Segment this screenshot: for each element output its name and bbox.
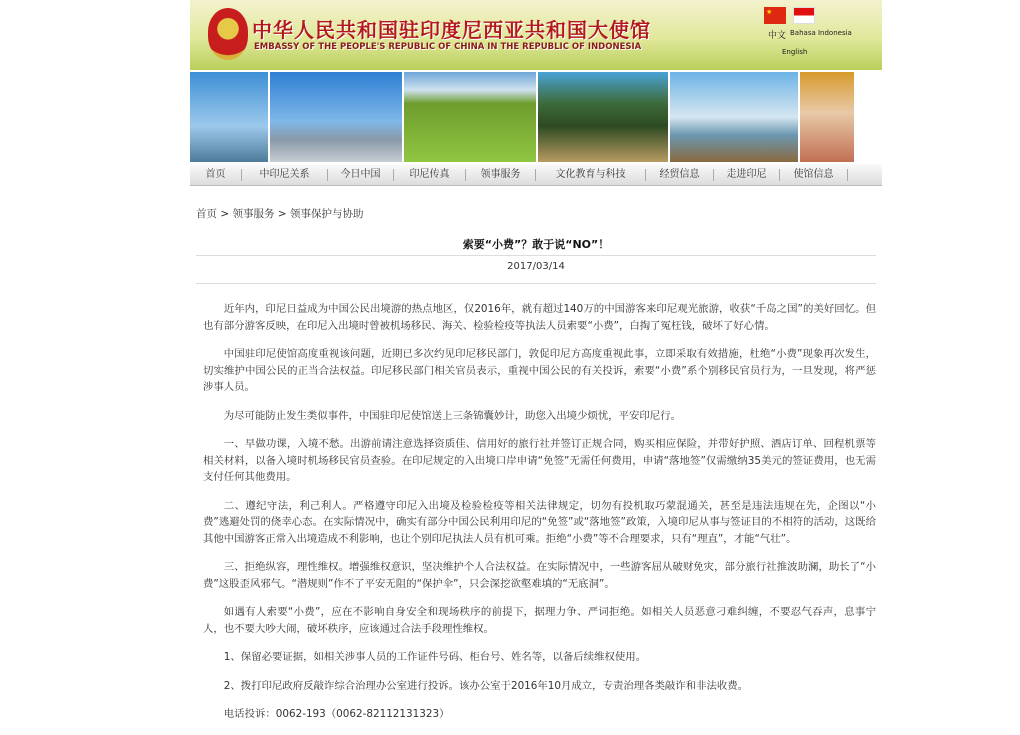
paragraph: 近年内，印尼日益成为中国公民出境游的热点地区，仅2016年，就有超过140万的中国游客来印尼观光旅游，收获“千岛之国”的美好回忆。但也有部分游客反映，在印尼入出境时曾被机场移民、海关、检验检疫等执法人员索要“小费”，白掏了冤枉钱，破坏了好心情。 xyxy=(203,303,876,332)
paragraph: 中国驻印尼使馆高度重视该问题，近期已多次约见印尼移民部门，敦促印尼方高度重视此事，立即采取有效措施，杜绝“小费”现象再次发生，切实维护中国公民的正当合法权益。印尼移民部门相关官员表示，重视中国公民的有关投诉，索要“小费”系个别移民官员行为，一旦发现，将严惩涉事人员。 xyxy=(203,348,876,393)
complaint-phone: 电话投诉：0062-193（0062-82112131323） xyxy=(223,708,450,720)
lang-chinese-link[interactable]: 中文 xyxy=(768,31,787,41)
paragraph: 三、拒绝纵容，理性维权。增强维权意识，坚决维护个人合法权益。在实际情况中，一些游客屈从破财免灾，部分旅行社推波助澜，助长了“小费”这股歪风邪气。“潜规则”作不了平安无阻的“保护伞”，只会深挖欲壑难填的“无底洞”。 xyxy=(203,561,876,590)
photo-pagoda-lake xyxy=(190,72,268,162)
nav-indonesia-news[interactable]: 印尼传真 xyxy=(394,169,466,181)
paragraph: 为尽可能防止发生类似事件，中国驻印尼使馆送上三条锦囊妙计，助您入出境少烦忧，平安印尼行。 xyxy=(223,409,681,422)
paragraph: 1、保留必要证据，如相关涉事人员的工作证件号码、柜台号、姓名等，以备后续维权使用。 xyxy=(223,651,647,663)
national-emblem-logo xyxy=(208,8,248,60)
photo-rice-terraces xyxy=(404,72,536,162)
nav-culture-education[interactable]: 文化教育与科技 xyxy=(536,169,646,181)
divider xyxy=(196,255,876,256)
lang-indonesian-link[interactable]: Bahasa Indonesia xyxy=(790,29,852,37)
nav-china-indonesia-relations[interactable]: 中印尼关系 xyxy=(242,169,328,181)
site-title-cn: 中华人民共和国驻印度尼西亚共和国大使馆 xyxy=(252,18,651,42)
divider xyxy=(196,283,876,284)
paragraph: 如遇有人索要“小费”，应在不影响自身安全和现场秩序的前提下，据理力争、严词拒绝。如相关人员恶意刁难纠缠，不要忍气吞声，息事宁人，也不要大吵大闹，破坏秩序，应该通过合法手段理性维权。 xyxy=(203,606,876,635)
paragraph: 一、早做功课，入境不愁。出游前请注意选择资质佳、信用好的旅行社并签订正规合同，购买相应保险，并带好护照、酒店订单、回程机票等相关材料，以备入境时机场移民官员查验。在印尼规定的入出境口岸申请“免签”无需任何费用，申请“落地签”仅需缴纳35美元的签证费用，也无需支付任何其他费用。 xyxy=(203,438,876,483)
main-nav xyxy=(190,164,882,186)
photo-temple-of-heaven xyxy=(270,72,402,162)
article-body xyxy=(203,301,876,735)
breadcrumb[interactable]: 首页 > 领事服务 > 领事保护与协助 xyxy=(196,208,364,220)
article-date: 2017/03/14 xyxy=(507,261,565,272)
paragraph: 二、遵纪守法，利己利人。严格遵守印尼入出境及检验检疫等相关法律规定，切勿有投机取巧蒙混通关，甚至是违法违规在先，企图以“小费”逃避处罚的侥幸心态。在实际情况中，确实有部分中国公民利用印尼的“免签”或“落地签”政策，入境印尼从事与签证目的不相符的活动，这既给其他中国游客正常入出境造成不利影响，也让个别印尼执法人员有机可乘。拒绝“小费”等不合理要求，只有“理直”，才能“气壮”。 xyxy=(203,499,876,545)
indonesia-flag-icon[interactable] xyxy=(793,7,815,24)
page xyxy=(190,0,882,720)
nav-trade-info[interactable]: 经贸信息 xyxy=(646,169,714,181)
photo-strip xyxy=(190,72,882,162)
nav-consular-services[interactable]: 领事服务 xyxy=(466,169,536,181)
lang-english-link[interactable]: English xyxy=(782,48,808,56)
nav-embassy-info[interactable]: 使馆信息 xyxy=(780,169,848,181)
china-flag-icon[interactable] xyxy=(764,7,786,24)
site-title-en: EMBASSY OF THE PEOPLE'S REPUBLIC OF CHINA IN THE REPUBLIC OF INDONESIA xyxy=(254,42,642,52)
article-title: 索要“小费”？敢于说“NO”！ xyxy=(462,238,610,251)
photo-balinese-dancer xyxy=(800,72,854,162)
header-banner xyxy=(190,0,882,70)
nav-about-indonesia[interactable]: 走进印尼 xyxy=(714,169,780,181)
photo-great-wall xyxy=(538,72,668,162)
nav-home[interactable]: 首页 xyxy=(190,169,242,181)
photo-pier xyxy=(670,72,798,162)
paragraph: 2、拨打印尼政府反敲诈综合治理办公室进行投诉。该办公室于2016年10月成立，专责治理各类敲诈和非法收费。 xyxy=(223,679,749,692)
nav-china-today[interactable]: 今日中国 xyxy=(328,169,394,181)
